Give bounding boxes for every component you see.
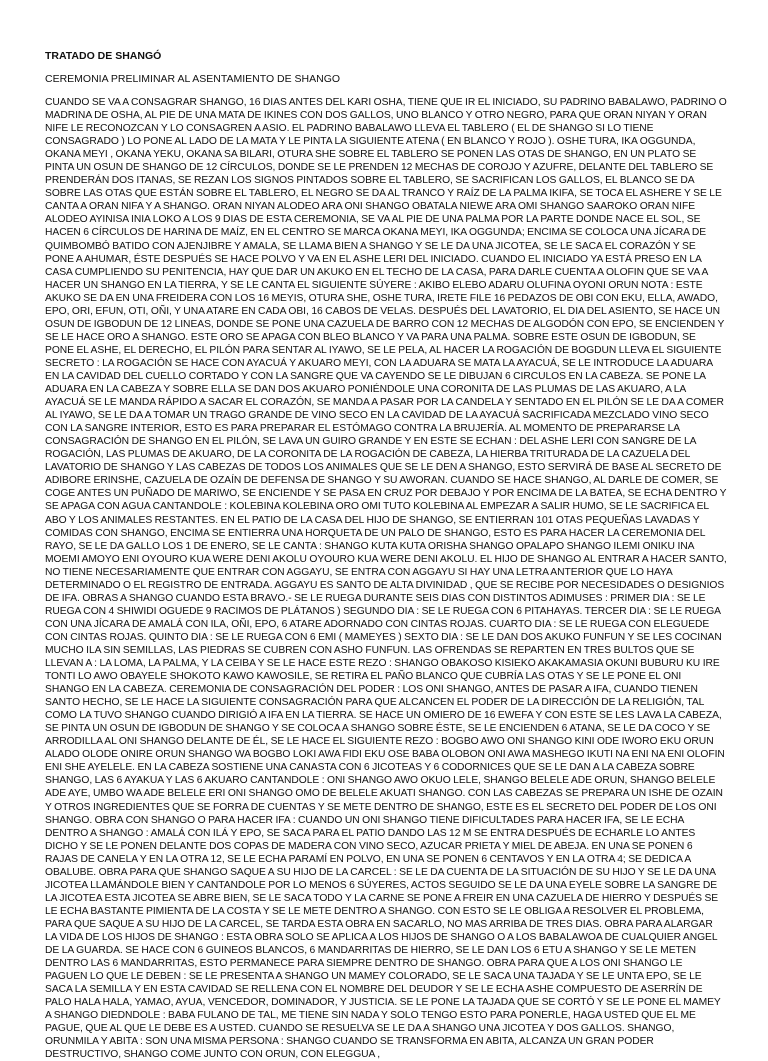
document-body: CUANDO SE VA A CONSAGRAR SHANGO, 16 DIAS ANTES DEL KARI OSHA, TIENE QUE IR EL INICIADO, SU PADRINO BABALAWO, PADRINO O MADRINA DE OSHA, AL PIE DE UNA MATA DE IKINES CON DOS GALLOS, UNO BLANCO Y OTRO NEGRO, PARA QUE ORAN NIYAN Y ORAN NIFE LE RECONOZCAN Y LO CONSAGREN A ASIO. EL PADRINO BABALAWO LLEVA EL TABLERO ( EL DE SHANGO SI LO TIENE CONSAGRADO ) LO PONE AL LADO DE LA MATA Y LE PINTA LA SIGUIENTE ATENA ( EN BLANCO Y ROJO ). OSHE TURA, IKA OGGUNDA, OKANA MEYI , OKANA YEKU, OKANA SA BILARI, OTURA SHE SOBRE EL TABLERO SE PONEN LAS OTAS DE SHANGO, EN UN PLATO SE PINTA UN OSUN DE SHANGO DE 12 CÍRCULOS, DONDE SE LE PRENDEN 12 MECHAS DE COROJO Y AZUFRE, DELANTE DEL TABLERO SE PRENDERÁN DOS ITANAS, SE REZAN LOS SIGNOS PINTADOS SOBRE EL TABLERO, SE SACRIFICAN LOS GALLOS, EL BLANCO SE DA SOBRE LAS OTAS QUE ESTÁN SOBRE EL TABLERO, EL NEGRO SE DA AL TRANCO Y RAÍZ DE LA PALMA IKIFA, SE TOCA EL ASHERE Y SE LE CANTA A ORAN NIFA Y A SHANGO. ORAN NIYAN ALODEO ARA ONI SHANGO OBATALA NIEWE ARA OMI SHANGO SAAROKO ORAN NIFE ALODEO AYINISA INIA LOKO A LOS 9 DIAS DE ESTA CEREMONIA, SE VA AL PIE DE UNA PALMA POR LA PARTE DONDE NACE EL SOL, SE HACEN 6 CÍRCULOS DE HARINA DE MAÍZ, EN EL CENTRO SE MARCA OKANA MEYI, IKA OGGUNDA; ENCIMA SE COLOCA UNA JÍCARA DE QUIMBOMBÓ BATIDO CON AJENJIBRE Y AMALA, SE LLAMA BIEN A SHANGO Y SE LE DA UNA JICOTEA, SE LE SACA EL CORAZÓN Y SE PONE A AHUMAR, ÉSTE DESPUÉS SE HACE POLVO Y VA EN EL ASHE LERI DEL INICIADO. CUANDO EL INICIADO YA ESTÁ PRESO EN LA CASA CUMPLIENDO SU PENITENCIA, HAY QUE DAR UN AKUKO EN EL TECHO DE LA CASA, PARA DARLE CUENTA A OLOFIN QUE SE VA A HACER UN SHANGO EN LA TIERRA, Y SE LE CANTA EL SIGUIENTE SÚYERE : AKIBO ELEBO ADARU OLUFINA OYONI ORUN NOTA : ESTE AKUKO SE DA EN UNA FREIDERA CON LOS 16 MEYIS, OTURA SHE, OSHE TURA, IRETE FILE 16 PEDAZOS DE OBI CON EKU, ELLA, AWADO, EPO, ORI, EFUN, OTI, OÑI, Y UNA ATARE EN CADA OBI, 16 CABOS DE VELAS. DESPUÉS DEL LAVATORIO, EL DIA DEL ASIENTO, SE HACE UN OSUN DE IGBODUN DE 12 LINEAS, DONDE SE PONE UNA CAZUELA DE BARRO CON 12 MECHAS DE ALGODÓN CON EPO, SE ENCIENDEN Y SE LE HACE ORO A SHANGO. ESTE ORO SE APAGA CON BLEO BLANCO Y VA PARA UNA PALMA. SOBRE ESTE OSUN DE IGBODUN, SE PONE EL ASHE, EL DERECHO, EL PILÓN PARA SENTAR AL IYAWO, SE LE PELA, AL HACER LA ROGACIÓN DE BOGDUN LLEVA EL SIGUIENTE SECRETO : LA ROGACIÓN SE HACE CON AYACUÁ Y AKUARO MEYI, CON LA ADUARA SE MATA LA AYACUÁ, SE LE INTRODUCE LA ADUARA EN LA CAVIDAD DEL CUELLO CORTADO Y CON LA SANGRE QUE VA CAYENDO SE LE DIBUJAN 6 CIRCULOS EN LA CABEZA. SE PONE LA ADUARA EN LA CABEZA Y SOBRE ELLA SE DAN DOS AKUARO PONIÉNDOLE UNA CORONITA DE LAS PLUMAS DE LAS AKUARO, A LA AYACUÁ SE LE MANDA RÁPIDO A SACAR EL CORAZÓN, SE MANDA A PASAR POR LA CANDELA Y SENTADO EN EL PILÓN SE LE DA A COMER AL IYAWO, SE LE DA A TOMAR UN TRAGO GRANDE DE VINO SECO EN LA CAVIDAD DE LA AYACUÁ SACRIFICADA MEZCLADO VINO SECO CON LA SANGRE INTERIOR, ESTO ES PARA PREPARAR EL ESTÓMAGO CONTRA LA BRUJERÍA. AL MOMENTO DE PREPARARSE LA CONSAGRACIÓN DE SHANGO EN EL PILÓN, SE LAVA UN GUIRO GRANDE Y EN ESTE SE ECHAN : DEL ASHE LERI CON SANGRE DE LA ROGACIÓN, LAS PLUMAS DE AKUARO, DE LA CORONITA DE LA ROGACIÓN DE CABEZA, LA HIERBA TRITURADA DE LA CAZUELA DEL LAVATORIO DE SHANGO Y LAS CABEZAS DE TODOS LOS ANIMALES QUE SE LE DEN A SHANGO, ESTO SERVIRÁ DE BASE AL SECRETO DE ADIBORE ERINSHE, CAZUELA DE OZAÍN DE DEFENSA DE SHANGO Y SU AWORAN. CUANDO SE HACE SHANGO, AL DARLE DE COMER, SE COGE ANTES UN PUÑADO DE MARIWO, SE ENCIENDE Y SE PASA EN CRUZ POR DEBAJO Y POR ENCIMA DE LA BATEA, SE ECHA DENTRO Y SE APAGA CON AGUA CANTANDOLE : KOLEBINA KOLEBINA ORO OMI TUTO KOLEBINA AL EMPEZAR A SALIR HUMO, SE LE SACRIFICA EL ABO Y LOS ANIMALES RESTANTES. EN EL PATIO DE LA CASA DEL HIJO DE SHANGO, SE ENTIERRAN 101 OTAS PEQUEÑAS LAVADAS Y COMIDAS CON SHANGO, ENCIMA SE ENTIERRA UNA HORQUETA DE UN PALO DE SHANGO, ESTO ES PARA HACER LA CEREMONIA DEL RAYO, SE LE DA GALLO LOS 1 DE ENERO, SE LE CANTA : SHANGO KUTA KUTA ORISHA SHANGO OPALAPO SHANGO ILEMI ONIKU INA MOEMI AMOYO ENI OYOURO KUA WERE DENI AKOLU OYOURO KUA WERE DENI AKOLU. EL HIJO DE SHANGO AL ENTRAR A HACER SANTO, NO TIENE NECESARIAMENTE QUE ENTRAR CON AGGAYU, SE ENTRA CON AGGAYU SI HAY UNA LETRA ANTERIOR QUE LO HAYA DETERMINADO O EL REGISTRO DE ENTRADA. AGGAYU ES SANTO DE ALTA DIVINIDAD , QUE SE RECIBE POR NECESIDADES O DESIGNIOS DE IFA. OBRAS A SHANGO CUANDO ESTA BRAVO.- SE LE RUEGA DURANTE SEIS DIAS CON DISTINTOS ADIMUSES : PRIMER DIA : SE LE RUEGA CON 4 SHIWIDI OGUEDE 9 RACIMOS DE PLÁTANOS ) SEGUNDO DIA : SE LE RUEGA CON 6 PITAHAYAS. TERCER DIA : SE LE RUEGA CON UNA JÍCARA DE AMALÁ CON ILA, OÑI, EPO, 6 ATARE ADORNADO CON CINTAS ROJAS. CUARTO DIA : SE LE RUEGA CON ELEGUEDE CON CINTAS ROJAS. QUINTO DIA : SE LE RUEGA CON 6 EMI ( MAMEYES ) SEXTO DIA : SE LE DAN DOS AKUKO FUNFUN Y SE LES COCINAN MUCHO ILA SIN SEMILLAS, LAS PIEDRAS SE CUBREN CON ASHO FUNFUN. LAS OFRENDAS SE REPARTEN EN TRES BULTOS QUE SE LLEVAN A : LA LOMA, LA PALMA, Y LA CEIBA Y SE LE HACE ESTE REZO : SHANGO OBAKOSO KISIEKO AKAKAMASIA OKUNI BUBURU KU IRE TONTI LO AWO OBAYELE SHOKOTO KAWO KAWOSILE, SE RETIRA EL PAÑO BLANCO QUE CUBRÍA LAS OTAS Y SE LE PONE EL ONI SHANGO EN LA CABEZA. CEREMONIA DE CONSAGRACIÓN DEL PODER : LOS ONI SHANGO, ANTES DE PASAR A IFA, CUANDO TIENEN SANTO HECHO, SE LE HACE LA SIGUIENTE CONSAGRACIÓN PARA QUE ALCANCEN EL PODER DE LA DIRECCIÓN DE LA RELIGIÓN, TAL COMO LA TUVO SHANGO CUANDO DIRIGIÓ A IFA EN LA TIERRA. SE HACE UN OMIERO DE 16 EWEFA Y CON ESTE SE LES LAVA LA CABEZA, SE PINTA UN OSUN DE IGBODUN DE SHANGO Y SE COLOCA A SHANGO SOBRE ÉSTE, SE LE ENCIENDEN 6 ATANA, SE LE DA COCO Y SE ARRODILLA AL ONI SHANGO DELANTE DE ÉL, SE LE HACE EL SIGUIENTE REZO : BOGBO AWO ONI SHANGO KINI ODE IWORO EKU ORUN ALADO OLODE ONIRE ORUN SHANGO WA BOGBO LOKI AWA FIDI EKU OSE BABA OLOBON ONI AWA MASHEGO IKUTI NA ENI NA ENI OLOFIN ENI SHE AYELELE. EN LA CABEZA SOSTIENE UNA CANASTA CON 6 JICOTEAS Y 6 CODORNICES QUE SE LE DAN A LA CABEZA SOBRE SHANGO, LAS 6 AYAKUA Y LAS 6 AKUARO CANTANDOLE : ONI SHANGO AWO OKUO LELE, SHANGO BELELE ADE ORUN, SHANGO BELELE ADE AYE, UMBO WA ADE BELELE ERI ONI SHANGO OMO DE BELELE AKUATI SHANGO. CON LAS CABEZAS SE PREPARA UN ISHE DE OZAIN Y OTROS INGREDIENTES QUE SE FORRA DE CUENTAS Y SE METE DENTRO DE SHANGO, ESTE ES EL SECRETO DEL PODER DE LOS ONI SHANGO. OBRA CON SHANGO O PARA HACER IFA : CUANDO UN ONI SHANGO TIENE DIFICULTADES PARA HACER IFA, SE LE ECHA DENTRO A SHANGO : AMALÁ CON ILÁ Y EPO, SE SACA PARA EL PATIO DANDO LAS 12 M SE ENTRA DESPUÉS DE ECHARLE LO ANTES DICHO Y SE LE PONEN DELANTE DOS COPAS DE MADERA CON VINO SECO, AZUCAR PRIETA Y MIEL DE ABEJA. EN UNA SE PONEN 6 RAJAS DE CANELA Y EN LA OTRA 12, SE LE ECHA PARAMÍ EN POLVO, EN UNA SE PONEN 6 CENTAVOS Y EN LA OTRA 4; SE DEDICA A OBALUBE. OBRA PARA QUE SHANGO SAQUE A SU HIJO DE LA CARCEL : SE LE DA CUENTA DE LA SITUACIÓN DE SU HIJO Y SE LE DA UNA JICOTEA LLAMÁNDOLE BIEN Y CANTANDOLE POR LO MENOS 6 SÚYERES, ACTOS SEGUIDO SE LE DA UNA EYELE SOBRE LA SANGRE DE LA JICOTEA ESTA JICOTEA SE ABRE BIEN, SE LE SACA TODO Y LA CARNE SE PONE A FREIR EN UNA CAZUELA DE HIERRO Y DESPUÉS SE LE ECHA BASTANTE PIMIENTA DE LA COSTA Y SE LE METE DENTRO A SHANGO. CON ESTO SE LE OBLIGA A RESOLVER EL PROBLEMA, PARA QUE SAQUE A SU HIJO DE LA CARCEL, SE TARDA ESTA OBRA EN SACARLO, NO MAS ARRIBA DE TRES DIAS. OBRA PARA ALARGAR LA VIDA DE LOS HIJOS DE SHANGO : ESTA OBRA SOLO SE APLICA A LOS HIJOS DE SHANGO O A LOS BABALAWOA DE CUALQUIER ANGEL DE LA GUARDA. SE HACE CON 6 GUINEOS BLANCOS, 6 MANDARRITAS DE HIERRO, SE LE DAN LOS 6 ETU A SHANGO Y SE LE METEN DENTRO LAS 6 MANDARRITAS, ESTO PERMANECE PARA SIEMPRE DENTRO DE SHANGO. OBRA PARA QUE A LOS ONI SHANGO LE PAGUEN LO QUE LE DEBEN : SE LE PRESENTA A SHANGO UN MAMEY COLORADO, SE LE SACA UNA TAJADA Y SE LE UNTA EPO, SE LE SACA LA SEMILLA Y EN ESTA CAVIDAD SE RELLENA CON EL NOMBRE DEL DEUDOR Y SE LE ECHA ASHE COMPUESTO DE ASERRÍN DE PALO HALA HALA, YAMAO, AYUA, VENCEDOR, DOMINADOR, Y JUSTICIA. SE LE PONE LA TAJADA QUE SE CORTÓ Y SE LE PONE EL MAMEY A SHANGO DIEDNDOLE : BABA FULANO DE TAL, ME TIENE SIN NADA Y SOLO TENGO ESTO PARA PONERLE, HAGA USTED QUE EL ME PAGUE, QUE AL QUE LE DEBE ES A USTED. CUANDO SE RESUELVA SE LE DA A SHANGO UNA JICOTEA Y DOS GALLOS. SHANGO, ORUNMILA Y ABITA : SON UNA MISMA PERSONA : SHANGO CUANDO SE TRANSFORMA EN ABITA, ALCANZA UN GRAN PODER DESTRUCTIVO, SHANGO COME JUNTO CON ORUN, CON ELEGGUA ,	[45, 97, 727, 1061]
document-title: TRATADO DE SHANGÓ	[45, 50, 162, 62]
document-subtitle: CEREMONIA PRELIMINAR AL ASENTAMIENTO DE SHANGO	[45, 73, 341, 85]
document-page	[45, 50, 727, 1061]
